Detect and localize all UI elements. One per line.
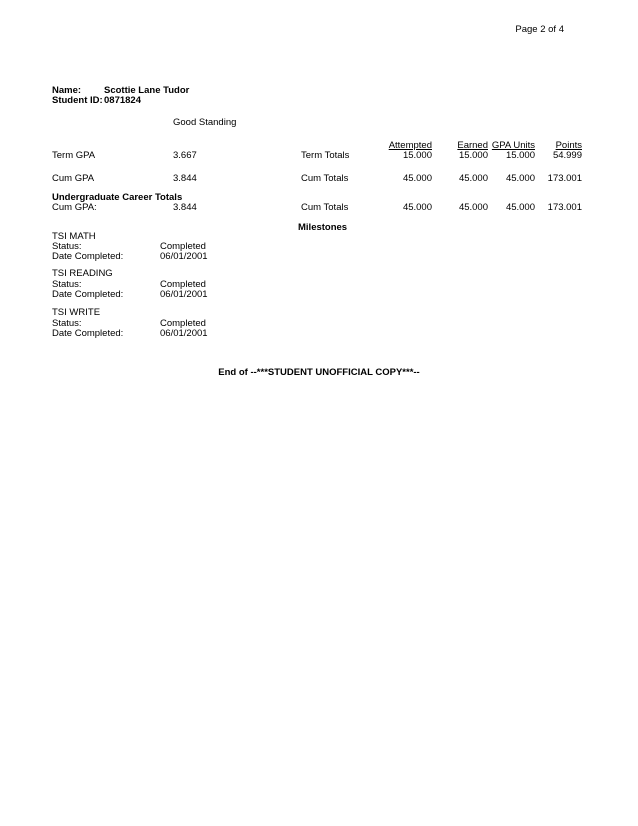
academic-standing: Good Standing — [173, 117, 237, 128]
term-gpa-units: 15.000 — [505, 150, 535, 161]
term-gpa-label: Term GPA — [52, 150, 96, 161]
milestone-status-label: Status: — [52, 318, 82, 329]
term-attempted: 15.000 — [402, 150, 432, 161]
term-totals-label: Term Totals — [301, 150, 350, 161]
cum-gpa-value: 3.844 — [173, 173, 197, 184]
milestone-date-label: Date Completed: — [52, 328, 124, 339]
career-gpa-units: 45.000 — [505, 202, 535, 213]
milestone-date-label: Date Completed: — [52, 289, 124, 300]
cum-points: 173.001 — [547, 173, 582, 184]
cum-gpa-units: 45.000 — [505, 173, 535, 184]
cum-earned: 45.000 — [458, 173, 488, 184]
career-cum-gpa-value: 3.844 — [173, 202, 197, 213]
milestone-date: 06/01/2001 — [160, 328, 208, 339]
career-attempted: 45.000 — [402, 202, 432, 213]
milestone-date-label: Date Completed: — [52, 251, 124, 262]
milestone-name: TSI READING — [52, 268, 113, 279]
student-name: Scottie Lane Tudor — [104, 85, 190, 96]
milestone-date: 06/01/2001 — [160, 251, 208, 262]
career-totals-heading: Undergraduate Career Totals — [52, 192, 183, 203]
student-id-label: Student ID: — [52, 95, 103, 106]
name-label: Name: — [52, 85, 82, 96]
page-number: Page 2 of 4 — [515, 24, 564, 35]
career-totals-label: Cum Totals — [301, 202, 349, 213]
milestone-name: TSI MATH — [52, 231, 96, 242]
career-cum-gpa-label: Cum GPA: — [52, 202, 97, 213]
student-id: 0871824 — [104, 95, 141, 106]
term-gpa-value: 3.667 — [173, 150, 197, 161]
col-earned-header: Earned — [457, 140, 488, 151]
term-points: 54.999 — [552, 150, 582, 161]
milestone-name: TSI WRITE — [52, 307, 101, 318]
career-earned: 45.000 — [458, 202, 488, 213]
end-of-copy-notice: End of --***STUDENT UNOFFICIAL COPY***-- — [218, 367, 420, 378]
col-points-header: Points — [555, 140, 582, 151]
term-earned: 15.000 — [458, 150, 488, 161]
milestone-status: Completed — [160, 241, 206, 252]
career-points: 173.001 — [547, 202, 582, 213]
milestone-status-label: Status: — [52, 241, 82, 252]
col-attempted-header: Attempted — [388, 140, 432, 151]
cum-attempted: 45.000 — [402, 173, 432, 184]
col-gpa-units-header: GPA Units — [491, 140, 535, 151]
milestone-status: Completed — [160, 279, 206, 290]
milestone-status-label: Status: — [52, 279, 82, 290]
cum-totals-label: Cum Totals — [301, 173, 349, 184]
cum-gpa-label: Cum GPA — [52, 173, 95, 184]
milestone-date: 06/01/2001 — [160, 289, 208, 300]
milestone-status: Completed — [160, 318, 206, 329]
milestones-heading: Milestones — [298, 222, 348, 233]
